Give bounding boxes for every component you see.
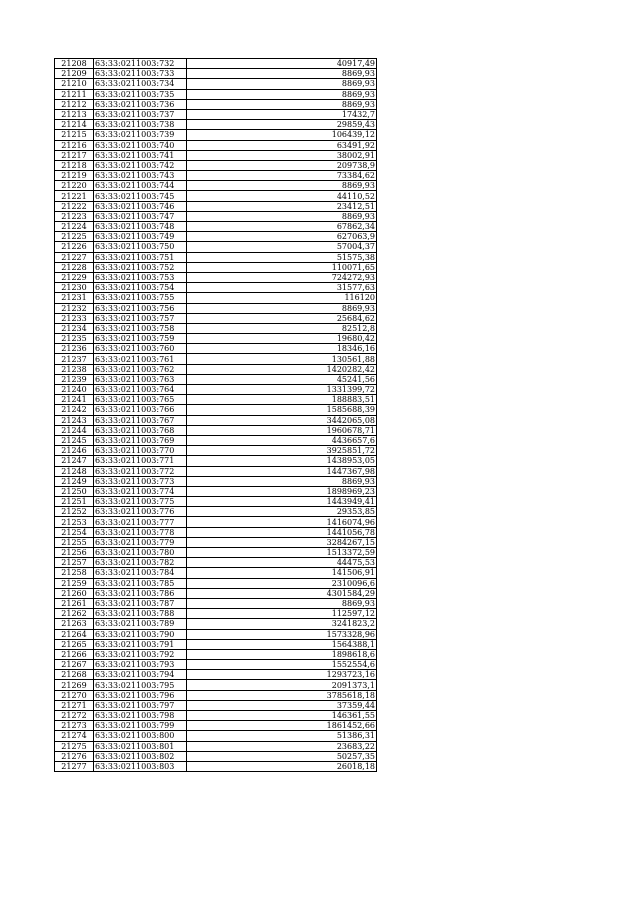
- cadastral-value-cell: 1513372,59: [187, 548, 377, 558]
- cadastral-value-cell: 3785618,18: [187, 690, 377, 700]
- cadastral-value-cell: 3442065,08: [187, 415, 377, 425]
- cadastral-number-cell: 63:33:0211003:752: [94, 262, 187, 272]
- cadastral-number-cell: 63:33:0211003:796: [94, 690, 187, 700]
- row-number-cell: 21253: [55, 517, 94, 527]
- row-number-cell: 21212: [55, 99, 94, 109]
- table-row: [55, 242, 377, 252]
- table-row: [55, 79, 377, 89]
- table-row: [55, 466, 377, 476]
- cadastral-value-cell: 44110,52: [187, 191, 377, 201]
- cadastral-number-cell: 63:33:0211003:787: [94, 598, 187, 608]
- cadastral-value-cell: 8869,93: [187, 79, 377, 89]
- cadastral-value-cell: 63491,92: [187, 140, 377, 150]
- cadastral-value-cell: 110071,65: [187, 262, 377, 272]
- row-number-cell: 21235: [55, 334, 94, 344]
- row-number-cell: 21216: [55, 140, 94, 150]
- cadastral-value-cell: 1573328,96: [187, 629, 377, 639]
- table-row: [55, 476, 377, 486]
- cadastral-number-cell: 63:33:0211003:786: [94, 588, 187, 598]
- row-number-cell: 21225: [55, 232, 94, 242]
- cadastral-number-cell: 63:33:0211003:745: [94, 191, 187, 201]
- cadastral-value-cell: 724272,93: [187, 272, 377, 282]
- row-number-cell: 21258: [55, 568, 94, 578]
- cadastral-value-table: [54, 58, 377, 772]
- row-number-cell: 21277: [55, 761, 94, 771]
- table-row: [55, 609, 377, 619]
- row-number-cell: 21226: [55, 242, 94, 252]
- row-number-cell: 21231: [55, 293, 94, 303]
- cadastral-number-cell: 63:33:0211003:771: [94, 456, 187, 466]
- row-number-cell: 21218: [55, 160, 94, 170]
- row-number-cell: 21273: [55, 721, 94, 731]
- cadastral-number-cell: 63:33:0211003:732: [94, 59, 187, 69]
- cadastral-number-cell: 63:33:0211003:760: [94, 344, 187, 354]
- table-row: [55, 150, 377, 160]
- row-number-cell: 21208: [55, 59, 94, 69]
- cadastral-number-cell: 63:33:0211003:768: [94, 425, 187, 435]
- cadastral-value-cell: 209738,9: [187, 160, 377, 170]
- table-row: [55, 334, 377, 344]
- row-number-cell: 21266: [55, 649, 94, 659]
- cadastral-number-cell: 63:33:0211003:763: [94, 374, 187, 384]
- row-number-cell: 21213: [55, 109, 94, 119]
- row-number-cell: 21268: [55, 670, 94, 680]
- row-number-cell: 21276: [55, 751, 94, 761]
- cadastral-value-cell: 44475,53: [187, 558, 377, 568]
- cadastral-number-cell: 63:33:0211003:761: [94, 354, 187, 364]
- row-number-cell: 21234: [55, 323, 94, 333]
- table-row: [55, 99, 377, 109]
- table-row: [55, 680, 377, 690]
- row-number-cell: 21260: [55, 588, 94, 598]
- cadastral-number-cell: 63:33:0211003:780: [94, 548, 187, 558]
- cadastral-value-cell: 73384,62: [187, 171, 377, 181]
- cadastral-value-cell: 146361,55: [187, 711, 377, 721]
- cadastral-number-cell: 63:33:0211003:750: [94, 242, 187, 252]
- table-row: [55, 486, 377, 496]
- row-number-cell: 21252: [55, 507, 94, 517]
- table-row: [55, 425, 377, 435]
- table-row: [55, 69, 377, 79]
- table-row: [55, 171, 377, 181]
- row-number-cell: 21241: [55, 395, 94, 405]
- cadastral-value-cell: 1438953,05: [187, 456, 377, 466]
- table-row: [55, 89, 377, 99]
- cadastral-number-cell: 63:33:0211003:765: [94, 395, 187, 405]
- table-row: [55, 374, 377, 384]
- table-row: [55, 252, 377, 262]
- cadastral-number-cell: 63:33:0211003:759: [94, 334, 187, 344]
- cadastral-value-cell: 112597,12: [187, 609, 377, 619]
- cadastral-value-cell: 29859,43: [187, 120, 377, 130]
- row-number-cell: 21255: [55, 537, 94, 547]
- row-number-cell: 21229: [55, 272, 94, 282]
- cadastral-value-cell: 82512,8: [187, 323, 377, 333]
- cadastral-value-cell: 8869,93: [187, 69, 377, 79]
- row-number-cell: 21261: [55, 598, 94, 608]
- row-number-cell: 21249: [55, 476, 94, 486]
- row-number-cell: 21247: [55, 456, 94, 466]
- cadastral-number-cell: 63:33:0211003:775: [94, 497, 187, 507]
- cadastral-value-cell: 1898618,6: [187, 649, 377, 659]
- cadastral-number-cell: 63:33:0211003:749: [94, 232, 187, 242]
- cadastral-value-cell: 37359,44: [187, 700, 377, 710]
- table-row: [55, 446, 377, 456]
- cadastral-value-cell: 2091373,1: [187, 680, 377, 690]
- cadastral-value-cell: 3925851,72: [187, 446, 377, 456]
- cadastral-value-cell: 50257,35: [187, 751, 377, 761]
- row-number-cell: 21245: [55, 435, 94, 445]
- table-row: [55, 120, 377, 130]
- table-row: [55, 588, 377, 598]
- cadastral-value-cell: 627063,9: [187, 232, 377, 242]
- table-row: [55, 364, 377, 374]
- table-row: [55, 731, 377, 741]
- row-number-cell: 21272: [55, 711, 94, 721]
- table-row: [55, 211, 377, 221]
- cadastral-value-cell: 8869,93: [187, 99, 377, 109]
- cadastral-number-cell: 63:33:0211003:793: [94, 660, 187, 670]
- table-row: [55, 629, 377, 639]
- cadastral-value-cell: 57004,37: [187, 242, 377, 252]
- table-row: [55, 660, 377, 670]
- table-row: [55, 262, 377, 272]
- cadastral-value-cell: 8869,93: [187, 303, 377, 313]
- table-row: [55, 548, 377, 558]
- cadastral-value-cell: 45241,56: [187, 374, 377, 384]
- cadastral-number-cell: 63:33:0211003:773: [94, 476, 187, 486]
- cadastral-number-cell: 63:33:0211003:794: [94, 670, 187, 680]
- cadastral-value-cell: 8869,93: [187, 598, 377, 608]
- table-row: [55, 497, 377, 507]
- row-number-cell: 21267: [55, 660, 94, 670]
- cadastral-number-cell: 63:33:0211003:779: [94, 537, 187, 547]
- row-number-cell: 21209: [55, 69, 94, 79]
- cadastral-value-cell: 1416074,96: [187, 517, 377, 527]
- cadastral-value-cell: 1420282,42: [187, 364, 377, 374]
- cadastral-number-cell: 63:33:0211003:772: [94, 466, 187, 476]
- cadastral-number-cell: 63:33:0211003:784: [94, 568, 187, 578]
- cadastral-number-cell: 63:33:0211003:757: [94, 313, 187, 323]
- row-number-cell: 21274: [55, 731, 94, 741]
- table-row: [55, 711, 377, 721]
- row-number-cell: 21222: [55, 201, 94, 211]
- cadastral-number-cell: 63:33:0211003:798: [94, 711, 187, 721]
- table-row: [55, 303, 377, 313]
- row-number-cell: 21244: [55, 425, 94, 435]
- table-row: [55, 323, 377, 333]
- cadastral-number-cell: 63:33:0211003:737: [94, 109, 187, 119]
- row-number-cell: 21248: [55, 466, 94, 476]
- cadastral-value-cell: 8869,93: [187, 89, 377, 99]
- cadastral-number-cell: 63:33:0211003:762: [94, 364, 187, 374]
- cadastral-number-cell: 63:33:0211003:741: [94, 150, 187, 160]
- row-number-cell: 21211: [55, 89, 94, 99]
- row-number-cell: 21217: [55, 150, 94, 160]
- row-number-cell: 21251: [55, 497, 94, 507]
- cadastral-value-cell: 1898969,23: [187, 486, 377, 496]
- cadastral-value-cell: 1552554,6: [187, 660, 377, 670]
- cadastral-value-cell: 51575,38: [187, 252, 377, 262]
- cadastral-value-cell: 141506,91: [187, 568, 377, 578]
- cadastral-number-cell: 63:33:0211003:740: [94, 140, 187, 150]
- cadastral-value-cell: 26018,18: [187, 761, 377, 771]
- table-row: [55, 313, 377, 323]
- cadastral-value-cell: 116120: [187, 293, 377, 303]
- row-number-cell: 21223: [55, 211, 94, 221]
- table-row: [55, 435, 377, 445]
- row-number-cell: 21232: [55, 303, 94, 313]
- row-number-cell: 21224: [55, 222, 94, 232]
- cadastral-value-cell: 8869,93: [187, 476, 377, 486]
- cadastral-value-cell: 188883,51: [187, 395, 377, 405]
- cadastral-value-cell: 1960678,71: [187, 425, 377, 435]
- cadastral-number-cell: 63:33:0211003:766: [94, 405, 187, 415]
- cadastral-number-cell: 63:33:0211003:797: [94, 700, 187, 710]
- row-number-cell: 21239: [55, 374, 94, 384]
- table-row: [55, 222, 377, 232]
- cadastral-number-cell: 63:33:0211003:800: [94, 731, 187, 741]
- cadastral-value-cell: 2310096,6: [187, 578, 377, 588]
- cadastral-number-cell: 63:33:0211003:733: [94, 69, 187, 79]
- cadastral-value-cell: 17432,7: [187, 109, 377, 119]
- cadastral-number-cell: 63:33:0211003:756: [94, 303, 187, 313]
- row-number-cell: 21264: [55, 629, 94, 639]
- cadastral-value-cell: 1861452,66: [187, 721, 377, 731]
- row-number-cell: 21219: [55, 171, 94, 181]
- row-number-cell: 21243: [55, 415, 94, 425]
- table-row: [55, 700, 377, 710]
- cadastral-number-cell: 63:33:0211003:748: [94, 222, 187, 232]
- cadastral-number-cell: 63:33:0211003:736: [94, 99, 187, 109]
- cadastral-value-cell: 106439,12: [187, 130, 377, 140]
- cadastral-value-cell: 23683,22: [187, 741, 377, 751]
- row-number-cell: 21215: [55, 130, 94, 140]
- table-row: [55, 191, 377, 201]
- table-row: [55, 405, 377, 415]
- table-row: [55, 761, 377, 771]
- table-row: [55, 395, 377, 405]
- table-row: [55, 201, 377, 211]
- table-row: [55, 232, 377, 242]
- row-number-cell: 21269: [55, 680, 94, 690]
- cadastral-number-cell: 63:33:0211003:738: [94, 120, 187, 130]
- cadastral-number-cell: 63:33:0211003:747: [94, 211, 187, 221]
- cadastral-number-cell: 63:33:0211003:801: [94, 741, 187, 751]
- cadastral-number-cell: 63:33:0211003:782: [94, 558, 187, 568]
- cadastral-number-cell: 63:33:0211003:744: [94, 181, 187, 191]
- cadastral-value-cell: 18346,16: [187, 344, 377, 354]
- cadastral-number-cell: 63:33:0211003:789: [94, 619, 187, 629]
- table-row: [55, 385, 377, 395]
- table-row: [55, 415, 377, 425]
- row-number-cell: 21220: [55, 181, 94, 191]
- cadastral-number-cell: 63:33:0211003:795: [94, 680, 187, 690]
- cadastral-number-cell: 63:33:0211003:734: [94, 79, 187, 89]
- table-row: [55, 690, 377, 700]
- cadastral-value-cell: 1447367,98: [187, 466, 377, 476]
- cadastral-number-cell: 63:33:0211003:778: [94, 527, 187, 537]
- cadastral-value-cell: 8869,93: [187, 181, 377, 191]
- table-row: [55, 649, 377, 659]
- cadastral-number-cell: 63:33:0211003:785: [94, 578, 187, 588]
- row-number-cell: 21238: [55, 364, 94, 374]
- table-row: [55, 283, 377, 293]
- cadastral-number-cell: 63:33:0211003:791: [94, 639, 187, 649]
- cadastral-number-cell: 63:33:0211003:770: [94, 446, 187, 456]
- table-row: [55, 751, 377, 761]
- cadastral-number-cell: 63:33:0211003:776: [94, 507, 187, 517]
- table-row: [55, 619, 377, 629]
- cadastral-number-cell: 63:33:0211003:799: [94, 721, 187, 731]
- cadastral-value-cell: 1331399,72: [187, 385, 377, 395]
- row-number-cell: 21242: [55, 405, 94, 415]
- cadastral-value-cell: 1585688,39: [187, 405, 377, 415]
- row-number-cell: 21240: [55, 385, 94, 395]
- cadastral-value-cell: 1441056,78: [187, 527, 377, 537]
- cadastral-number-cell: 63:33:0211003:769: [94, 435, 187, 445]
- table-row: [55, 130, 377, 140]
- cadastral-number-cell: 63:33:0211003:774: [94, 486, 187, 496]
- cadastral-value-cell: 1564388,1: [187, 639, 377, 649]
- cadastral-value-cell: 130561,88: [187, 354, 377, 364]
- cadastral-value-cell: 8869,93: [187, 211, 377, 221]
- table-row: [55, 639, 377, 649]
- table-row: [55, 558, 377, 568]
- cadastral-value-cell: 3241823,2: [187, 619, 377, 629]
- cadastral-value-cell: 29353,85: [187, 507, 377, 517]
- row-number-cell: 21237: [55, 354, 94, 364]
- cadastral-number-cell: 63:33:0211003:777: [94, 517, 187, 527]
- row-number-cell: 21236: [55, 344, 94, 354]
- cadastral-number-cell: 63:33:0211003:803: [94, 761, 187, 771]
- cadastral-number-cell: 63:33:0211003:767: [94, 415, 187, 425]
- table-row: [55, 507, 377, 517]
- cadastral-value-cell: 67862,34: [187, 222, 377, 232]
- cadastral-number-cell: 63:33:0211003:790: [94, 629, 187, 639]
- row-number-cell: 21230: [55, 283, 94, 293]
- table-row: [55, 160, 377, 170]
- cadastral-number-cell: 63:33:0211003:751: [94, 252, 187, 262]
- table-row: [55, 109, 377, 119]
- cadastral-number-cell: 63:33:0211003:792: [94, 649, 187, 659]
- row-number-cell: 21233: [55, 313, 94, 323]
- table-row: [55, 741, 377, 751]
- cadastral-number-cell: 63:33:0211003:742: [94, 160, 187, 170]
- row-number-cell: 21263: [55, 619, 94, 629]
- table-row: [55, 598, 377, 608]
- row-number-cell: 21271: [55, 700, 94, 710]
- row-number-cell: 21275: [55, 741, 94, 751]
- table-row: [55, 354, 377, 364]
- table-row: [55, 344, 377, 354]
- row-number-cell: 21228: [55, 262, 94, 272]
- cadastral-number-cell: 63:33:0211003:753: [94, 272, 187, 282]
- cadastral-number-cell: 63:33:0211003:739: [94, 130, 187, 140]
- table-row: [55, 272, 377, 282]
- cadastral-value-cell: 38002,91: [187, 150, 377, 160]
- cadastral-number-cell: 63:33:0211003:788: [94, 609, 187, 619]
- row-number-cell: 21246: [55, 446, 94, 456]
- row-number-cell: 21257: [55, 558, 94, 568]
- cadastral-value-cell: 31577,63: [187, 283, 377, 293]
- cadastral-number-cell: 63:33:0211003:746: [94, 201, 187, 211]
- cadastral-value-cell: 3284267,15: [187, 537, 377, 547]
- row-number-cell: 21270: [55, 690, 94, 700]
- cadastral-value-cell: 25684,62: [187, 313, 377, 323]
- row-number-cell: 21256: [55, 548, 94, 558]
- cadastral-number-cell: 63:33:0211003:754: [94, 283, 187, 293]
- cadastral-value-cell: 4301584,29: [187, 588, 377, 598]
- cadastral-number-cell: 63:33:0211003:755: [94, 293, 187, 303]
- table-row: [55, 721, 377, 731]
- cadastral-number-cell: 63:33:0211003:735: [94, 89, 187, 99]
- cadastral-number-cell: 63:33:0211003:758: [94, 323, 187, 333]
- cadastral-value-cell: 23412,51: [187, 201, 377, 211]
- cadastral-number-cell: 63:33:0211003:764: [94, 385, 187, 395]
- cadastral-value-cell: 1293723,16: [187, 670, 377, 680]
- cadastral-value-cell: 40917,49: [187, 59, 377, 69]
- row-number-cell: 21250: [55, 486, 94, 496]
- table-row: [55, 59, 377, 69]
- table-row: [55, 670, 377, 680]
- row-number-cell: 21259: [55, 578, 94, 588]
- cadastral-value-cell: 1443949,41: [187, 497, 377, 507]
- row-number-cell: 21254: [55, 527, 94, 537]
- row-number-cell: 21262: [55, 609, 94, 619]
- table-row: [55, 293, 377, 303]
- cadastral-value-cell: 4436657,6: [187, 435, 377, 445]
- row-number-cell: 21214: [55, 120, 94, 130]
- table-row: [55, 578, 377, 588]
- table-row: [55, 568, 377, 578]
- row-number-cell: 21221: [55, 191, 94, 201]
- cadastral-number-cell: 63:33:0211003:743: [94, 171, 187, 181]
- table-row: [55, 456, 377, 466]
- table-row: [55, 140, 377, 150]
- row-number-cell: 21227: [55, 252, 94, 262]
- table-row: [55, 181, 377, 191]
- row-number-cell: 21265: [55, 639, 94, 649]
- cadastral-number-cell: 63:33:0211003:802: [94, 751, 187, 761]
- cadastral-value-cell: 51386,31: [187, 731, 377, 741]
- row-number-cell: 21210: [55, 79, 94, 89]
- table-row: [55, 527, 377, 537]
- table-row: [55, 537, 377, 547]
- table-body: [55, 59, 377, 772]
- table-row: [55, 517, 377, 527]
- cadastral-value-cell: 19680,42: [187, 334, 377, 344]
